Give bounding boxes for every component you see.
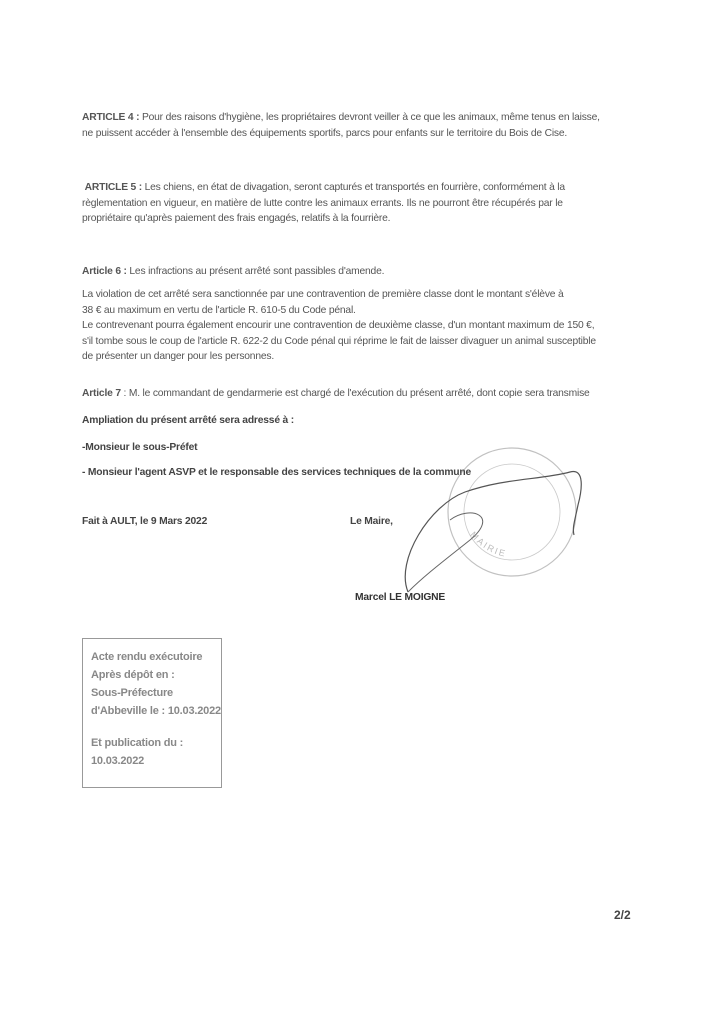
article-6-p2-line2: s'il tombe sous le coup de l'article R. 622-2 du Code pénal qui réprime le fait de laisser divaguer un animal susceptible	[82, 334, 596, 347]
article-6-p2-line1: Le contrevenant pourra également encourir une contravention de deuxième classe, d'un montant maximum de 150 €,	[82, 319, 595, 331]
article-4-label: ARTICLE 4 :	[82, 111, 140, 123]
executory-stamp	[82, 638, 222, 788]
article-6-p1-line1: La violation de cet arrêté sera sanctionnée par une contravention de première classe dont le montant s'élève à	[82, 288, 564, 300]
article-6-label: Article 6 :	[82, 265, 127, 277]
stamp-text: MAIRIE	[468, 529, 509, 559]
place-date: Fait à AULT, le 9 Mars 2022	[82, 515, 208, 527]
page-number: 2/2	[614, 908, 631, 922]
article-4-line1: Pour des raisons d'hygiène, les propriétaires devront veiller à ce que les animaux, même tenus en laisse,	[139, 111, 600, 123]
article-5-label: ARTICLE 5 :	[84, 181, 142, 193]
article-5-line3: propriétaire qu'après paiement des frais engagés, relatifs à la fourrière.	[82, 212, 391, 224]
article-7-label: Article 7	[82, 387, 121, 399]
signer-name: Marcel LE MOIGNE	[355, 591, 446, 603]
exec-line6: 10.03.2022	[91, 755, 145, 767]
ampliation-title: Ampliation du présent arrêté sera adressé à :	[82, 414, 294, 426]
article-6-p2-line3: de présenter un danger pour les personnes.	[82, 350, 274, 362]
article-7-text: : M. le commandant de gendarmerie est chargé de l'exécution du présent arrêté, dont copie sera transmise	[120, 387, 590, 399]
exec-line2: Après dépôt en :	[91, 669, 175, 681]
ampliation-recipient-1: -Monsieur le sous-Préfet	[82, 441, 198, 453]
svg-text:MAIRIE	[468, 530, 508, 559]
ampliation-recipient-2: - Monsieur l'agent ASVP et le responsable des services techniques de la commune	[82, 466, 471, 478]
article-4-line2: ne puissent accéder à l'ensemble des équipements sportifs, parcs pour enfants sur le territoire du Bois de Cise.	[82, 126, 568, 139]
article-5-line1: Les chiens, en état de divagation, seront capturés et transportés en fourrière, conformément à la	[141, 181, 565, 193]
exec-line5: Et publication du :	[91, 737, 184, 749]
exec-line3: Sous-Préfecture	[91, 687, 173, 699]
signer-role: Le Maire,	[350, 515, 393, 527]
exec-line1: Acte rendu exécutoire	[91, 651, 203, 663]
article-6-p1-line2: 38 € au maximum en vertu de l'article R. 610-5 du Code pénal.	[82, 303, 356, 316]
article-5-line2: règlementation en vigueur, en matière de lutte contre les animaux errants. Ils ne pourront être récupérés par le	[82, 196, 563, 209]
article-6-intro: Les infractions au présent arrêté sont passibles d'amende.	[126, 265, 385, 277]
mairie-stamp	[448, 448, 576, 576]
exec-line4: d'Abbeville le : 10.03.2022	[91, 705, 221, 717]
